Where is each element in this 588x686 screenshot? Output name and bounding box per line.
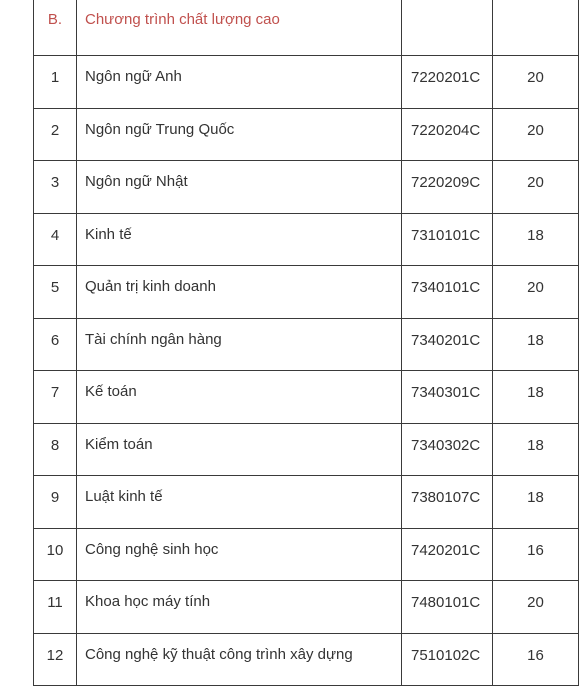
row-number: 2: [34, 108, 77, 161]
program-quota: 20: [493, 108, 579, 161]
row-number: 10: [34, 528, 77, 581]
table-row: [34, 56, 579, 109]
program-code: 7340302C: [402, 423, 493, 476]
row-number: 9: [34, 476, 77, 529]
section-title: Chương trình chất lượng cao: [77, 0, 402, 56]
row-number: 7: [34, 371, 77, 424]
row-number: 6: [34, 318, 77, 371]
program-code: 7220201C: [402, 56, 493, 109]
program-name: Tài chính ngân hàng: [77, 318, 402, 371]
program-table-body: [34, 0, 579, 686]
program-name: Ngôn ngữ Trung Quốc: [77, 108, 402, 161]
program-quota: 18: [493, 476, 579, 529]
program-quota: 20: [493, 161, 579, 214]
table-row: [34, 476, 579, 529]
program-name: Công nghệ sinh học: [77, 528, 402, 581]
program-code: 7310101C: [402, 213, 493, 266]
program-name: Kinh tế: [77, 213, 402, 266]
program-code: 7340301C: [402, 371, 493, 424]
program-code: 7220209C: [402, 161, 493, 214]
program-quota: 18: [493, 371, 579, 424]
program-code: 7380107C: [402, 476, 493, 529]
section-code-cell: [402, 0, 493, 56]
section-quota-cell: [493, 0, 579, 56]
program-table-container: [33, 0, 578, 686]
table-row: [34, 528, 579, 581]
program-quota: 18: [493, 213, 579, 266]
program-quota: 20: [493, 581, 579, 634]
table-row: [34, 423, 579, 476]
table-row: [34, 161, 579, 214]
row-number: 12: [34, 633, 77, 686]
table-row: [34, 581, 579, 634]
program-quota: 20: [493, 56, 579, 109]
program-name: Quản trị kinh doanh: [77, 266, 402, 319]
program-code: 7420201C: [402, 528, 493, 581]
table-row: [34, 633, 579, 686]
program-code: 7220204C: [402, 108, 493, 161]
program-name: Khoa học máy tính: [77, 581, 402, 634]
row-number: 4: [34, 213, 77, 266]
program-name: Ngôn ngữ Anh: [77, 56, 402, 109]
program-name: Kế toán: [77, 371, 402, 424]
table-row: [34, 371, 579, 424]
row-number: 8: [34, 423, 77, 476]
program-code: 7340101C: [402, 266, 493, 319]
program-code: 7480101C: [402, 581, 493, 634]
program-quota: 18: [493, 423, 579, 476]
program-name: Kiểm toán: [77, 423, 402, 476]
program-quota: 18: [493, 318, 579, 371]
table-row: [34, 266, 579, 319]
table-row: [34, 213, 579, 266]
program-quota: 16: [493, 528, 579, 581]
program-quota: 20: [493, 266, 579, 319]
program-name: Công nghệ kỹ thuật công trình xây dựng: [77, 633, 402, 686]
section-header-row: [34, 0, 579, 56]
program-table: [33, 0, 579, 686]
table-row: [34, 108, 579, 161]
row-number: 3: [34, 161, 77, 214]
table-row: [34, 318, 579, 371]
program-quota: 16: [493, 633, 579, 686]
program-code: 7340201C: [402, 318, 493, 371]
section-label: B.: [34, 0, 77, 56]
program-code: 7510102C: [402, 633, 493, 686]
row-number: 5: [34, 266, 77, 319]
row-number: 11: [34, 581, 77, 634]
program-name: Ngôn ngữ Nhật: [77, 161, 402, 214]
row-number: 1: [34, 56, 77, 109]
program-name: Luật kinh tế: [77, 476, 402, 529]
